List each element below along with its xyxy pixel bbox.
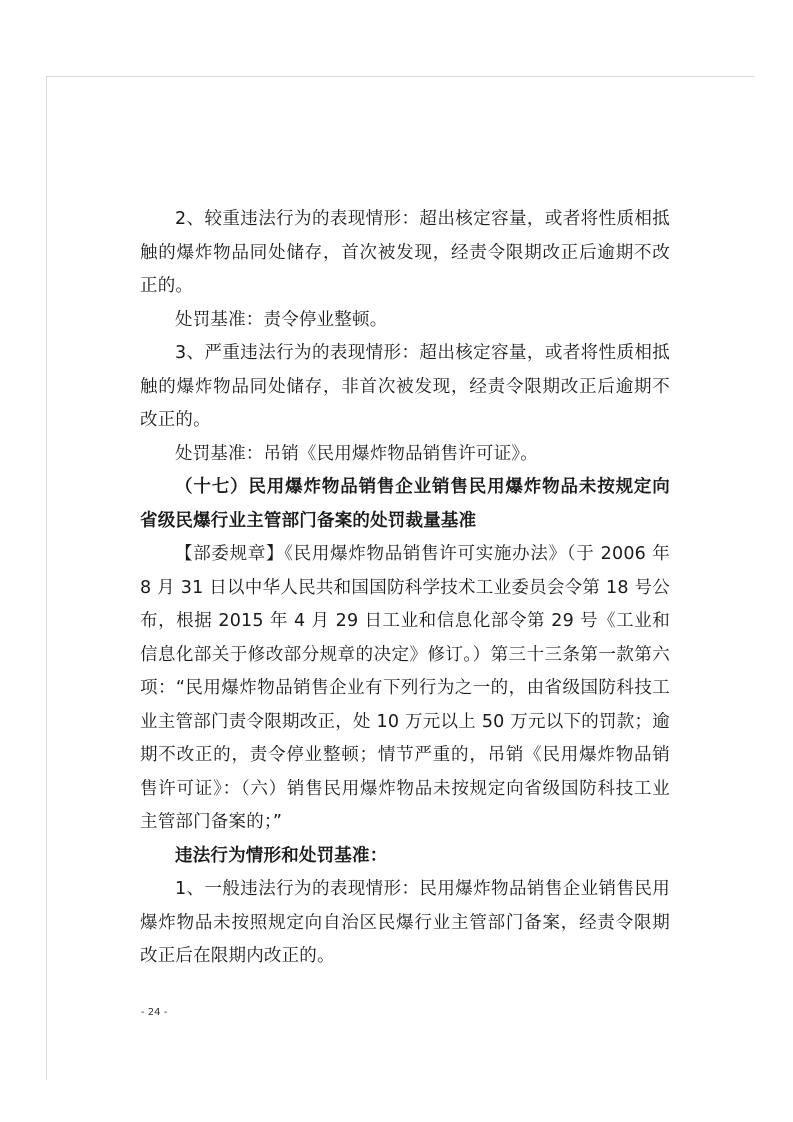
- paragraph-penalty-suspension: 处罚基准：责令停业整顿。: [175, 309, 388, 330]
- page-border-top: [46, 76, 755, 77]
- paragraph-penalty-revocation: 处罚基准：吊销《民用爆炸物品销售许可证》。: [175, 443, 538, 464]
- paragraph-general-violation: 1、一般违法行为的表现情形：民用爆炸物品销售企业销售民用爆炸物品未按照规定向自治区民爆行业主管部门备案，经责令限期改正后在限期内改正的。: [140, 879, 670, 966]
- section-heading-17: （十七）民用爆炸物品销售企业销售民用爆炸物品未按规定向省级民爆行业主管部门备案的处罚裁量基准: [140, 477, 670, 531]
- page-border-left: [46, 76, 47, 1080]
- page-number: - 24 -: [141, 1007, 168, 1018]
- paragraph-regulation-citation: 【部委规章】《民用爆炸物品销售许可实施办法》（于 2006 年 8 月 31 日以中华人民共和国国防科学技术工业委员会令第 18 号公布，根据 2015 年 4 月 29 日工业和信息化部令第 29 号《工业和信息化部关于修改部分规章的决定》修订。）第三十三条第一款第六项：“民用爆炸物品销售企业有下列行为之一的，由省级国防科技工业主管部门责令限期改正，处 10 万元以上 50 万元以下的罚款；逾期不改正的，责令停业整顿；情节严重的，吊销《民用爆炸物品销售许可证》：（六）销售民用爆炸物品未按规定向省级国防科技工业主管部门备案的；”: [140, 544, 670, 832]
- paragraph-severe-violation: 3、严重违法行为的表现情形：超出核定容量，或者将性质相抵触的爆炸物品同处储存，非首次被发现，经责令限期改正后逾期不改正的。: [140, 343, 670, 430]
- paragraph-serious-violation: 2、较重违法行为的表现情形：超出核定容量，或者将性质相抵触的爆炸物品同处储存，首次被发现，经责令限期改正后逾期不改正的。: [140, 209, 670, 296]
- subheading-violation-criteria: 违法行为情形和处罚基准：: [175, 845, 388, 866]
- document-body: [140, 203, 670, 974]
